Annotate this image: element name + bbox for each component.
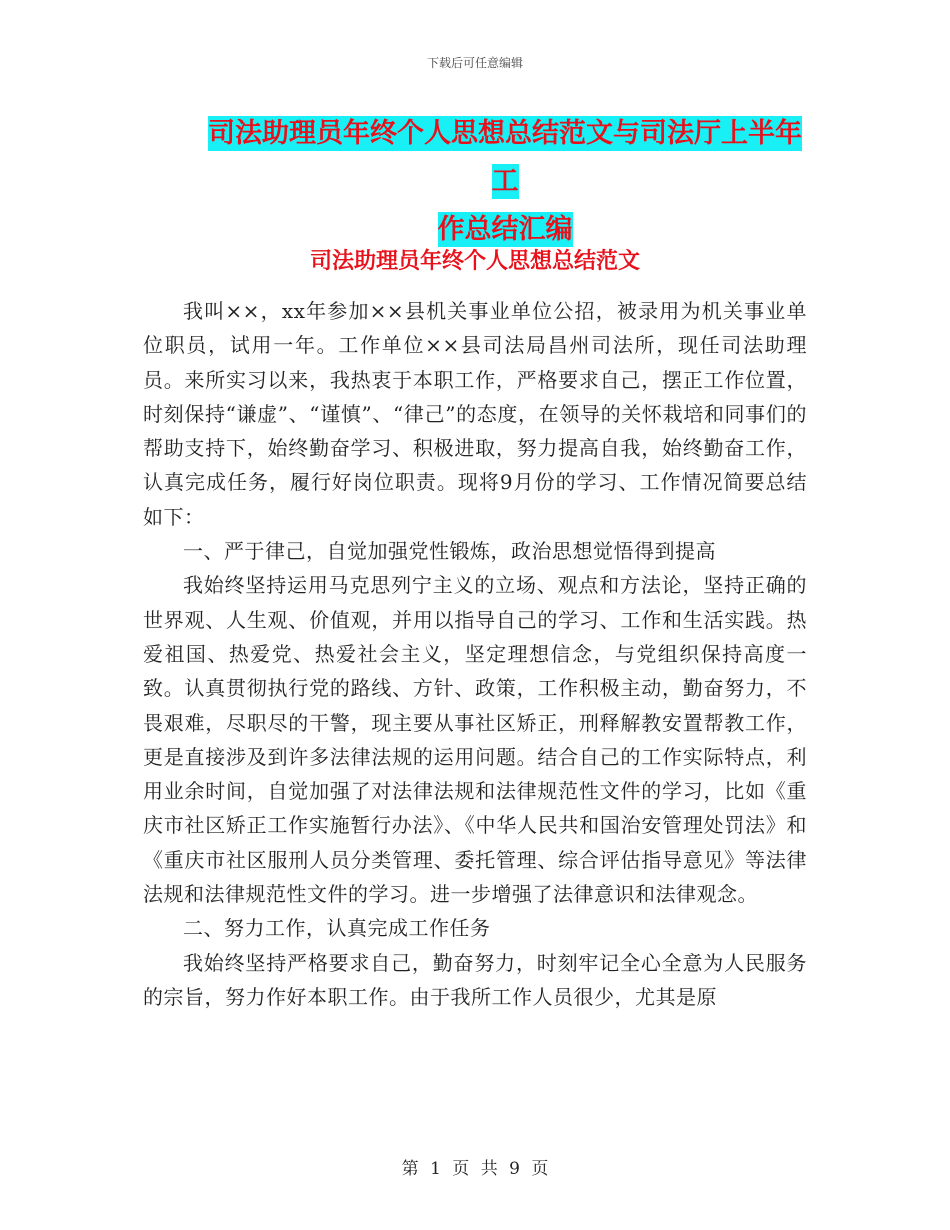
page-footer: 第 1 页 共 9 页 <box>401 1159 549 1179</box>
header-note: 下载后可任意编辑 <box>426 56 523 70</box>
section-title: 司法助理员年终个人思想总结范文 <box>309 249 640 274</box>
document-title-line-2: 作总结汇编 <box>437 214 573 245</box>
heading-section-2: 二、努力工作，认真完成工作任务 <box>183 916 491 941</box>
paragraph-section-2: 我始终坚持严格要求自己，勤奋努力，时刻牢记全心全意为人民服务的宗旨，努力作好本职工作。由于我所工作人员很少，尤其是原 <box>143 950 807 1009</box>
body-text <box>143 294 807 1014</box>
paragraph-intro: 我叫××，xx年参加××县机关事业单位公招，被录用为机关事业单位职员，试用一年。工作单位××县司法局昌州司法所，现任司法助理员。来所实习以来，我热衷于本职工作，严格要求自己，摆正工作位置，时刻保持“谦虚”、“谨慎”、“律己”的态度，在领导的关怀栽培和同事们的帮助支持下，始终勤奋学习、积极进取，努力提高自我，始终勤奋工作，认真完成任务，履行好岗位职责。现将9月份的学习、工作情况简要总结如下： <box>143 299 807 529</box>
document-title <box>195 110 815 254</box>
document-title-line-1: 司法助理员年终个人思想总结范文与司法厅上半年工 <box>208 118 802 197</box>
heading-section-1: 一、严于律己，自觉加强党性锻炼，政治思想觉悟得到提高 <box>183 539 716 564</box>
paragraph-section-1: 我始终坚持运用马克思列宁主义的立场、观点和方法论，坚持正确的世界观、人生观、价值观，并用以指导自己的学习、工作和生活实践。热爱祖国、热爱党、热爱社会主义，坚定理想信念，与党组织保持高度一致。认真贯彻执行党的路线、方针、政策，工作积极主动，勤奋努力，不畏艰难，尽职尽的干警，现主要从事社区矫正，刑释解教安置帮教工作，更是直接涉及到许多法律法规的运用问题。结合自己的工作实际特点，利用业余时间，自觉加强了对法律法规和法律规范性文件的学习，比如《重庆市社区矫正工作实施暂行办法》、《中华人民共和国治安管理处罚法》和《重庆市社区服刑人员分类管理、委托管理、综合评估指导意见》等法律法规和法律规范性文件的学习。进一步增强了法律意识和法律观念。 <box>143 573 807 907</box>
